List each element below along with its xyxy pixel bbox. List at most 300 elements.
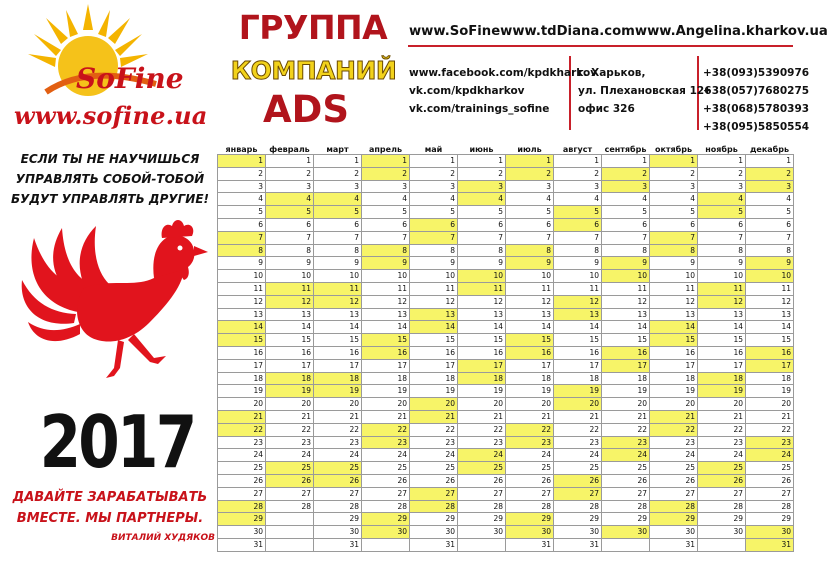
day-cell: 30 bbox=[410, 526, 458, 539]
day-cell: 6 bbox=[602, 218, 650, 231]
day-cell: 27 bbox=[554, 487, 602, 500]
day-cell: 19 bbox=[314, 385, 362, 398]
day-cell: 24 bbox=[506, 449, 554, 462]
day-cell: 28 bbox=[410, 500, 458, 513]
day-cell: 26 bbox=[362, 474, 410, 487]
month-header: март bbox=[326, 145, 349, 154]
day-cell: 4 bbox=[554, 193, 602, 206]
day-cell: 1 bbox=[410, 155, 458, 168]
phone-number[interactable]: +38(093)5390976 bbox=[703, 67, 810, 79]
calendar-row bbox=[218, 308, 794, 321]
day-cell: 16 bbox=[458, 346, 506, 359]
calendar-row bbox=[218, 538, 794, 551]
calendar-grid bbox=[217, 145, 794, 552]
slogan-line: БУДУТ УПРАВЛЯТЬ ДРУГИЕ! bbox=[10, 192, 210, 206]
day-cell: 22 bbox=[698, 423, 746, 436]
day-cell: 13 bbox=[650, 308, 698, 321]
day-cell: 31 bbox=[506, 538, 554, 551]
day-cell: 10 bbox=[746, 270, 794, 283]
day-cell: 16 bbox=[362, 346, 410, 359]
day-cell: 30 bbox=[218, 526, 266, 539]
day-cell: 28 bbox=[506, 500, 554, 513]
day-cell: 22 bbox=[458, 423, 506, 436]
calendar-row bbox=[218, 206, 794, 219]
day-cell: 9 bbox=[410, 257, 458, 270]
day-cell: 4 bbox=[362, 193, 410, 206]
month-header: январь bbox=[225, 145, 258, 154]
day-cell: 15 bbox=[650, 334, 698, 347]
day-cell: 21 bbox=[314, 410, 362, 423]
day-cell: 2 bbox=[698, 167, 746, 180]
day-cell: 27 bbox=[650, 487, 698, 500]
day-cell: 29 bbox=[218, 513, 266, 526]
day-cell: 10 bbox=[602, 270, 650, 283]
header-line2: КОМПАНИЙ bbox=[230, 56, 397, 85]
social-link[interactable]: vk.com/kpdkharkov bbox=[409, 85, 525, 97]
day-cell: 19 bbox=[266, 385, 314, 398]
day-cell: 18 bbox=[650, 372, 698, 385]
day-cell: 5 bbox=[410, 206, 458, 219]
month-header: август bbox=[562, 145, 593, 154]
day-cell: 8 bbox=[458, 244, 506, 257]
day-cell: 12 bbox=[650, 295, 698, 308]
day-cell: 27 bbox=[698, 487, 746, 500]
day-cell: 5 bbox=[314, 206, 362, 219]
day-cell: 4 bbox=[410, 193, 458, 206]
day-cell: 14 bbox=[506, 321, 554, 334]
day-cell: 7 bbox=[410, 231, 458, 244]
day-cell: 21 bbox=[698, 410, 746, 423]
calendar-row bbox=[218, 167, 794, 180]
day-cell: 4 bbox=[458, 193, 506, 206]
day-cell: 10 bbox=[410, 270, 458, 283]
day-cell: 19 bbox=[602, 385, 650, 398]
day-cell: 9 bbox=[362, 257, 410, 270]
day-cell: 25 bbox=[410, 462, 458, 475]
calendar-row bbox=[218, 231, 794, 244]
day-cell: 26 bbox=[314, 474, 362, 487]
day-cell: 16 bbox=[314, 346, 362, 359]
day-cell: 23 bbox=[506, 436, 554, 449]
day-cell: 22 bbox=[314, 423, 362, 436]
day-cell: 26 bbox=[266, 474, 314, 487]
day-cell: 14 bbox=[650, 321, 698, 334]
day-cell: 27 bbox=[266, 487, 314, 500]
social-link[interactable]: vk.com/trainings_sofine bbox=[409, 103, 550, 115]
day-cell: 12 bbox=[362, 295, 410, 308]
day-cell: 8 bbox=[650, 244, 698, 257]
day-cell: 2 bbox=[602, 167, 650, 180]
day-cell: 21 bbox=[266, 410, 314, 423]
day-cell bbox=[698, 538, 746, 551]
day-cell: 16 bbox=[218, 346, 266, 359]
day-cell: 25 bbox=[218, 462, 266, 475]
day-cell: 8 bbox=[266, 244, 314, 257]
day-cell: 16 bbox=[410, 346, 458, 359]
day-cell bbox=[362, 538, 410, 551]
phone-number[interactable]: +38(068)5780393 bbox=[703, 103, 810, 115]
day-cell: 2 bbox=[266, 167, 314, 180]
day-cell: 1 bbox=[650, 155, 698, 168]
day-cell: 14 bbox=[746, 321, 794, 334]
day-cell: 2 bbox=[506, 167, 554, 180]
day-cell: 3 bbox=[458, 180, 506, 193]
day-cell: 24 bbox=[218, 449, 266, 462]
day-cell: 18 bbox=[554, 372, 602, 385]
day-cell: 6 bbox=[650, 218, 698, 231]
day-cell: 4 bbox=[746, 193, 794, 206]
day-cell: 5 bbox=[554, 206, 602, 219]
day-cell: 28 bbox=[362, 500, 410, 513]
day-cell: 29 bbox=[410, 513, 458, 526]
website-list bbox=[409, 24, 828, 39]
day-cell: 5 bbox=[266, 206, 314, 219]
phone-number[interactable]: +38(095)5850554 bbox=[703, 121, 810, 133]
day-cell: 3 bbox=[698, 180, 746, 193]
day-cell: 10 bbox=[650, 270, 698, 283]
day-cell: 21 bbox=[650, 410, 698, 423]
day-cell: 4 bbox=[506, 193, 554, 206]
day-cell: 14 bbox=[266, 321, 314, 334]
day-cell: 17 bbox=[314, 359, 362, 372]
day-cell: 9 bbox=[218, 257, 266, 270]
day-cell: 6 bbox=[266, 218, 314, 231]
day-cell: 7 bbox=[698, 231, 746, 244]
day-cell: 5 bbox=[650, 206, 698, 219]
day-cell: 5 bbox=[458, 206, 506, 219]
day-cell: 8 bbox=[314, 244, 362, 257]
day-cell: 11 bbox=[650, 282, 698, 295]
day-cell: 15 bbox=[746, 334, 794, 347]
day-cell: 22 bbox=[602, 423, 650, 436]
day-cell: 12 bbox=[554, 295, 602, 308]
day-cell: 12 bbox=[218, 295, 266, 308]
day-cell: 9 bbox=[314, 257, 362, 270]
day-cell: 9 bbox=[506, 257, 554, 270]
day-cell: 28 bbox=[554, 500, 602, 513]
social-links bbox=[409, 64, 597, 118]
slogan-bottom bbox=[10, 487, 210, 529]
address bbox=[578, 64, 712, 118]
day-cell: 7 bbox=[314, 231, 362, 244]
calendar-row bbox=[218, 449, 794, 462]
website-link[interactable]: www.tdDiana.com bbox=[500, 24, 635, 39]
day-cell: 14 bbox=[698, 321, 746, 334]
day-cell: 13 bbox=[266, 308, 314, 321]
day-cell: 5 bbox=[218, 206, 266, 219]
month-header: май bbox=[424, 145, 443, 154]
day-cell: 9 bbox=[602, 257, 650, 270]
day-cell: 7 bbox=[746, 231, 794, 244]
month-header: июнь bbox=[469, 145, 494, 154]
day-cell: 22 bbox=[266, 423, 314, 436]
slogan-line: УПРАВЛЯТЬ СОБОЙ-ТОБОЙ bbox=[15, 172, 205, 186]
day-cell: 26 bbox=[410, 474, 458, 487]
day-cell: 31 bbox=[314, 538, 362, 551]
day-cell: 25 bbox=[314, 462, 362, 475]
day-cell: 14 bbox=[602, 321, 650, 334]
day-cell: 18 bbox=[314, 372, 362, 385]
day-cell: 19 bbox=[458, 385, 506, 398]
day-cell: 23 bbox=[362, 436, 410, 449]
day-cell: 9 bbox=[698, 257, 746, 270]
day-cell: 25 bbox=[746, 462, 794, 475]
day-cell: 16 bbox=[266, 346, 314, 359]
day-cell: 23 bbox=[410, 436, 458, 449]
day-cell: 16 bbox=[554, 346, 602, 359]
slogan-line: ЕСЛИ ТЫ НЕ НАУЧИШЬСЯ bbox=[20, 152, 200, 166]
day-cell: 9 bbox=[266, 257, 314, 270]
day-cell: 20 bbox=[602, 398, 650, 411]
day-cell: 11 bbox=[362, 282, 410, 295]
day-cell: 16 bbox=[602, 346, 650, 359]
day-cell: 26 bbox=[458, 474, 506, 487]
calendar-row bbox=[218, 244, 794, 257]
day-cell: 15 bbox=[698, 334, 746, 347]
day-cell: 27 bbox=[218, 487, 266, 500]
day-cell: 1 bbox=[554, 155, 602, 168]
day-cell: 6 bbox=[458, 218, 506, 231]
day-cell: 20 bbox=[458, 398, 506, 411]
day-cell: 9 bbox=[746, 257, 794, 270]
day-cell: 11 bbox=[602, 282, 650, 295]
header-line1: ГРУППА bbox=[238, 8, 388, 47]
day-cell: 14 bbox=[218, 321, 266, 334]
day-cell: 28 bbox=[746, 500, 794, 513]
day-cell bbox=[458, 538, 506, 551]
website-link[interactable]: www.Angelina.kharkov.ua bbox=[634, 24, 828, 39]
day-cell: 16 bbox=[650, 346, 698, 359]
day-cell: 22 bbox=[746, 423, 794, 436]
calendar-row bbox=[218, 270, 794, 283]
day-cell: 28 bbox=[218, 500, 266, 513]
day-cell: 10 bbox=[218, 270, 266, 283]
day-cell: 24 bbox=[698, 449, 746, 462]
calendar-row bbox=[218, 334, 794, 347]
day-cell: 19 bbox=[650, 385, 698, 398]
day-cell: 16 bbox=[506, 346, 554, 359]
calendar-row bbox=[218, 321, 794, 334]
day-cell: 23 bbox=[602, 436, 650, 449]
day-cell: 6 bbox=[410, 218, 458, 231]
day-cell: 30 bbox=[554, 526, 602, 539]
day-cell: 5 bbox=[698, 206, 746, 219]
day-cell: 1 bbox=[218, 155, 266, 168]
day-cell: 3 bbox=[650, 180, 698, 193]
day-cell: 20 bbox=[314, 398, 362, 411]
header-line3: ADS bbox=[263, 88, 349, 131]
calendar-row bbox=[218, 474, 794, 487]
day-cell: 7 bbox=[650, 231, 698, 244]
day-cell: 11 bbox=[218, 282, 266, 295]
day-cell: 27 bbox=[410, 487, 458, 500]
sofine-logo bbox=[6, 4, 216, 99]
day-cell: 29 bbox=[458, 513, 506, 526]
day-cell: 2 bbox=[746, 167, 794, 180]
calendar-row bbox=[218, 385, 794, 398]
day-cell: 31 bbox=[410, 538, 458, 551]
day-cell: 17 bbox=[554, 359, 602, 372]
social-link[interactable]: www.facebook.com/kpdkharkov bbox=[409, 67, 598, 79]
day-cell: 20 bbox=[218, 398, 266, 411]
day-cell: 25 bbox=[506, 462, 554, 475]
month-header: апрель bbox=[369, 145, 402, 154]
day-cell: 21 bbox=[410, 410, 458, 423]
day-cell: 4 bbox=[698, 193, 746, 206]
phone-number[interactable]: +38(057)7680275 bbox=[703, 85, 810, 97]
day-cell: 28 bbox=[314, 500, 362, 513]
day-cell: 2 bbox=[458, 167, 506, 180]
day-cell: 2 bbox=[218, 167, 266, 180]
month-header-row bbox=[218, 145, 794, 155]
day-cell: 20 bbox=[362, 398, 410, 411]
day-cell: 2 bbox=[362, 167, 410, 180]
day-cell: 8 bbox=[746, 244, 794, 257]
calendar-row bbox=[218, 410, 794, 423]
day-cell: 19 bbox=[218, 385, 266, 398]
day-cell: 10 bbox=[314, 270, 362, 283]
slogan-top bbox=[6, 149, 214, 209]
day-cell: 3 bbox=[506, 180, 554, 193]
day-cell: 5 bbox=[602, 206, 650, 219]
day-cell: 2 bbox=[650, 167, 698, 180]
day-cell: 18 bbox=[266, 372, 314, 385]
day-cell: 27 bbox=[506, 487, 554, 500]
day-cell: 21 bbox=[554, 410, 602, 423]
day-cell: 20 bbox=[554, 398, 602, 411]
day-cell: 6 bbox=[554, 218, 602, 231]
day-cell: 10 bbox=[362, 270, 410, 283]
day-cell: 10 bbox=[554, 270, 602, 283]
day-cell: 8 bbox=[698, 244, 746, 257]
day-cell: 17 bbox=[362, 359, 410, 372]
month-header: сентябрь bbox=[604, 145, 647, 154]
day-cell: 15 bbox=[554, 334, 602, 347]
day-cell: 23 bbox=[314, 436, 362, 449]
day-cell: 3 bbox=[602, 180, 650, 193]
day-cell: 10 bbox=[506, 270, 554, 283]
author-name: ВИТАЛИЙ ХУДЯКОВ bbox=[111, 533, 215, 543]
day-cell: 23 bbox=[218, 436, 266, 449]
day-cell: 13 bbox=[698, 308, 746, 321]
day-cell: 3 bbox=[554, 180, 602, 193]
day-cell: 5 bbox=[506, 206, 554, 219]
day-cell: 28 bbox=[602, 500, 650, 513]
day-cell: 8 bbox=[410, 244, 458, 257]
calendar-row bbox=[218, 372, 794, 385]
day-cell: 15 bbox=[266, 334, 314, 347]
day-cell: 25 bbox=[602, 462, 650, 475]
day-cell: 9 bbox=[554, 257, 602, 270]
day-cell: 19 bbox=[506, 385, 554, 398]
day-cell: 30 bbox=[314, 526, 362, 539]
day-cell: 26 bbox=[218, 474, 266, 487]
day-cell: 24 bbox=[362, 449, 410, 462]
day-cell: 23 bbox=[650, 436, 698, 449]
day-cell: 1 bbox=[458, 155, 506, 168]
website-link[interactable]: www.SoFine bbox=[409, 24, 501, 39]
day-cell: 1 bbox=[746, 155, 794, 168]
day-cell: 18 bbox=[506, 372, 554, 385]
day-cell: 8 bbox=[362, 244, 410, 257]
day-cell: 12 bbox=[746, 295, 794, 308]
day-cell: 27 bbox=[746, 487, 794, 500]
address-line: ул. Плехановская 126 bbox=[578, 85, 712, 97]
day-cell: 24 bbox=[266, 449, 314, 462]
day-cell: 17 bbox=[506, 359, 554, 372]
day-cell: 13 bbox=[410, 308, 458, 321]
day-cell: 8 bbox=[506, 244, 554, 257]
day-cell: 15 bbox=[410, 334, 458, 347]
day-cell: 21 bbox=[746, 410, 794, 423]
day-cell: 26 bbox=[602, 474, 650, 487]
day-cell: 12 bbox=[506, 295, 554, 308]
day-cell: 7 bbox=[554, 231, 602, 244]
day-cell: 19 bbox=[410, 385, 458, 398]
day-cell: 24 bbox=[602, 449, 650, 462]
calendar-row bbox=[218, 193, 794, 206]
day-cell: 30 bbox=[458, 526, 506, 539]
day-cell: 13 bbox=[602, 308, 650, 321]
day-cell: 21 bbox=[506, 410, 554, 423]
day-cell: 23 bbox=[698, 436, 746, 449]
day-cell: 19 bbox=[554, 385, 602, 398]
site-url[interactable]: www.sofine.ua bbox=[14, 101, 208, 130]
day-cell: 15 bbox=[314, 334, 362, 347]
day-cell: 14 bbox=[410, 321, 458, 334]
day-cell: 18 bbox=[698, 372, 746, 385]
day-cell: 28 bbox=[266, 500, 314, 513]
calendar-row bbox=[218, 436, 794, 449]
day-cell: 9 bbox=[458, 257, 506, 270]
calendar-row bbox=[218, 282, 794, 295]
day-cell: 23 bbox=[266, 436, 314, 449]
day-cell: 7 bbox=[218, 231, 266, 244]
day-cell: 13 bbox=[458, 308, 506, 321]
day-cell: 3 bbox=[746, 180, 794, 193]
day-cell bbox=[266, 513, 314, 526]
day-cell: 30 bbox=[650, 526, 698, 539]
logo-wordmark: SoFine bbox=[76, 62, 184, 95]
day-cell: 15 bbox=[602, 334, 650, 347]
day-cell: 12 bbox=[458, 295, 506, 308]
day-cell: 17 bbox=[746, 359, 794, 372]
day-cell: 16 bbox=[698, 346, 746, 359]
day-cell: 12 bbox=[266, 295, 314, 308]
day-cell: 21 bbox=[218, 410, 266, 423]
day-cell: 12 bbox=[314, 295, 362, 308]
day-cell: 11 bbox=[266, 282, 314, 295]
day-cell: 2 bbox=[410, 167, 458, 180]
day-cell: 30 bbox=[698, 526, 746, 539]
day-cell: 3 bbox=[218, 180, 266, 193]
day-cell: 26 bbox=[506, 474, 554, 487]
day-cell: 25 bbox=[650, 462, 698, 475]
day-cell: 9 bbox=[650, 257, 698, 270]
day-cell: 20 bbox=[650, 398, 698, 411]
day-cell: 11 bbox=[746, 282, 794, 295]
day-cell: 8 bbox=[554, 244, 602, 257]
day-cell: 4 bbox=[218, 193, 266, 206]
day-cell: 8 bbox=[602, 244, 650, 257]
day-cell: 6 bbox=[362, 218, 410, 231]
day-cell: 20 bbox=[506, 398, 554, 411]
day-cell: 15 bbox=[506, 334, 554, 347]
day-cell: 5 bbox=[746, 206, 794, 219]
month-header: октябрь bbox=[654, 145, 693, 154]
day-cell: 7 bbox=[266, 231, 314, 244]
day-cell: 26 bbox=[650, 474, 698, 487]
